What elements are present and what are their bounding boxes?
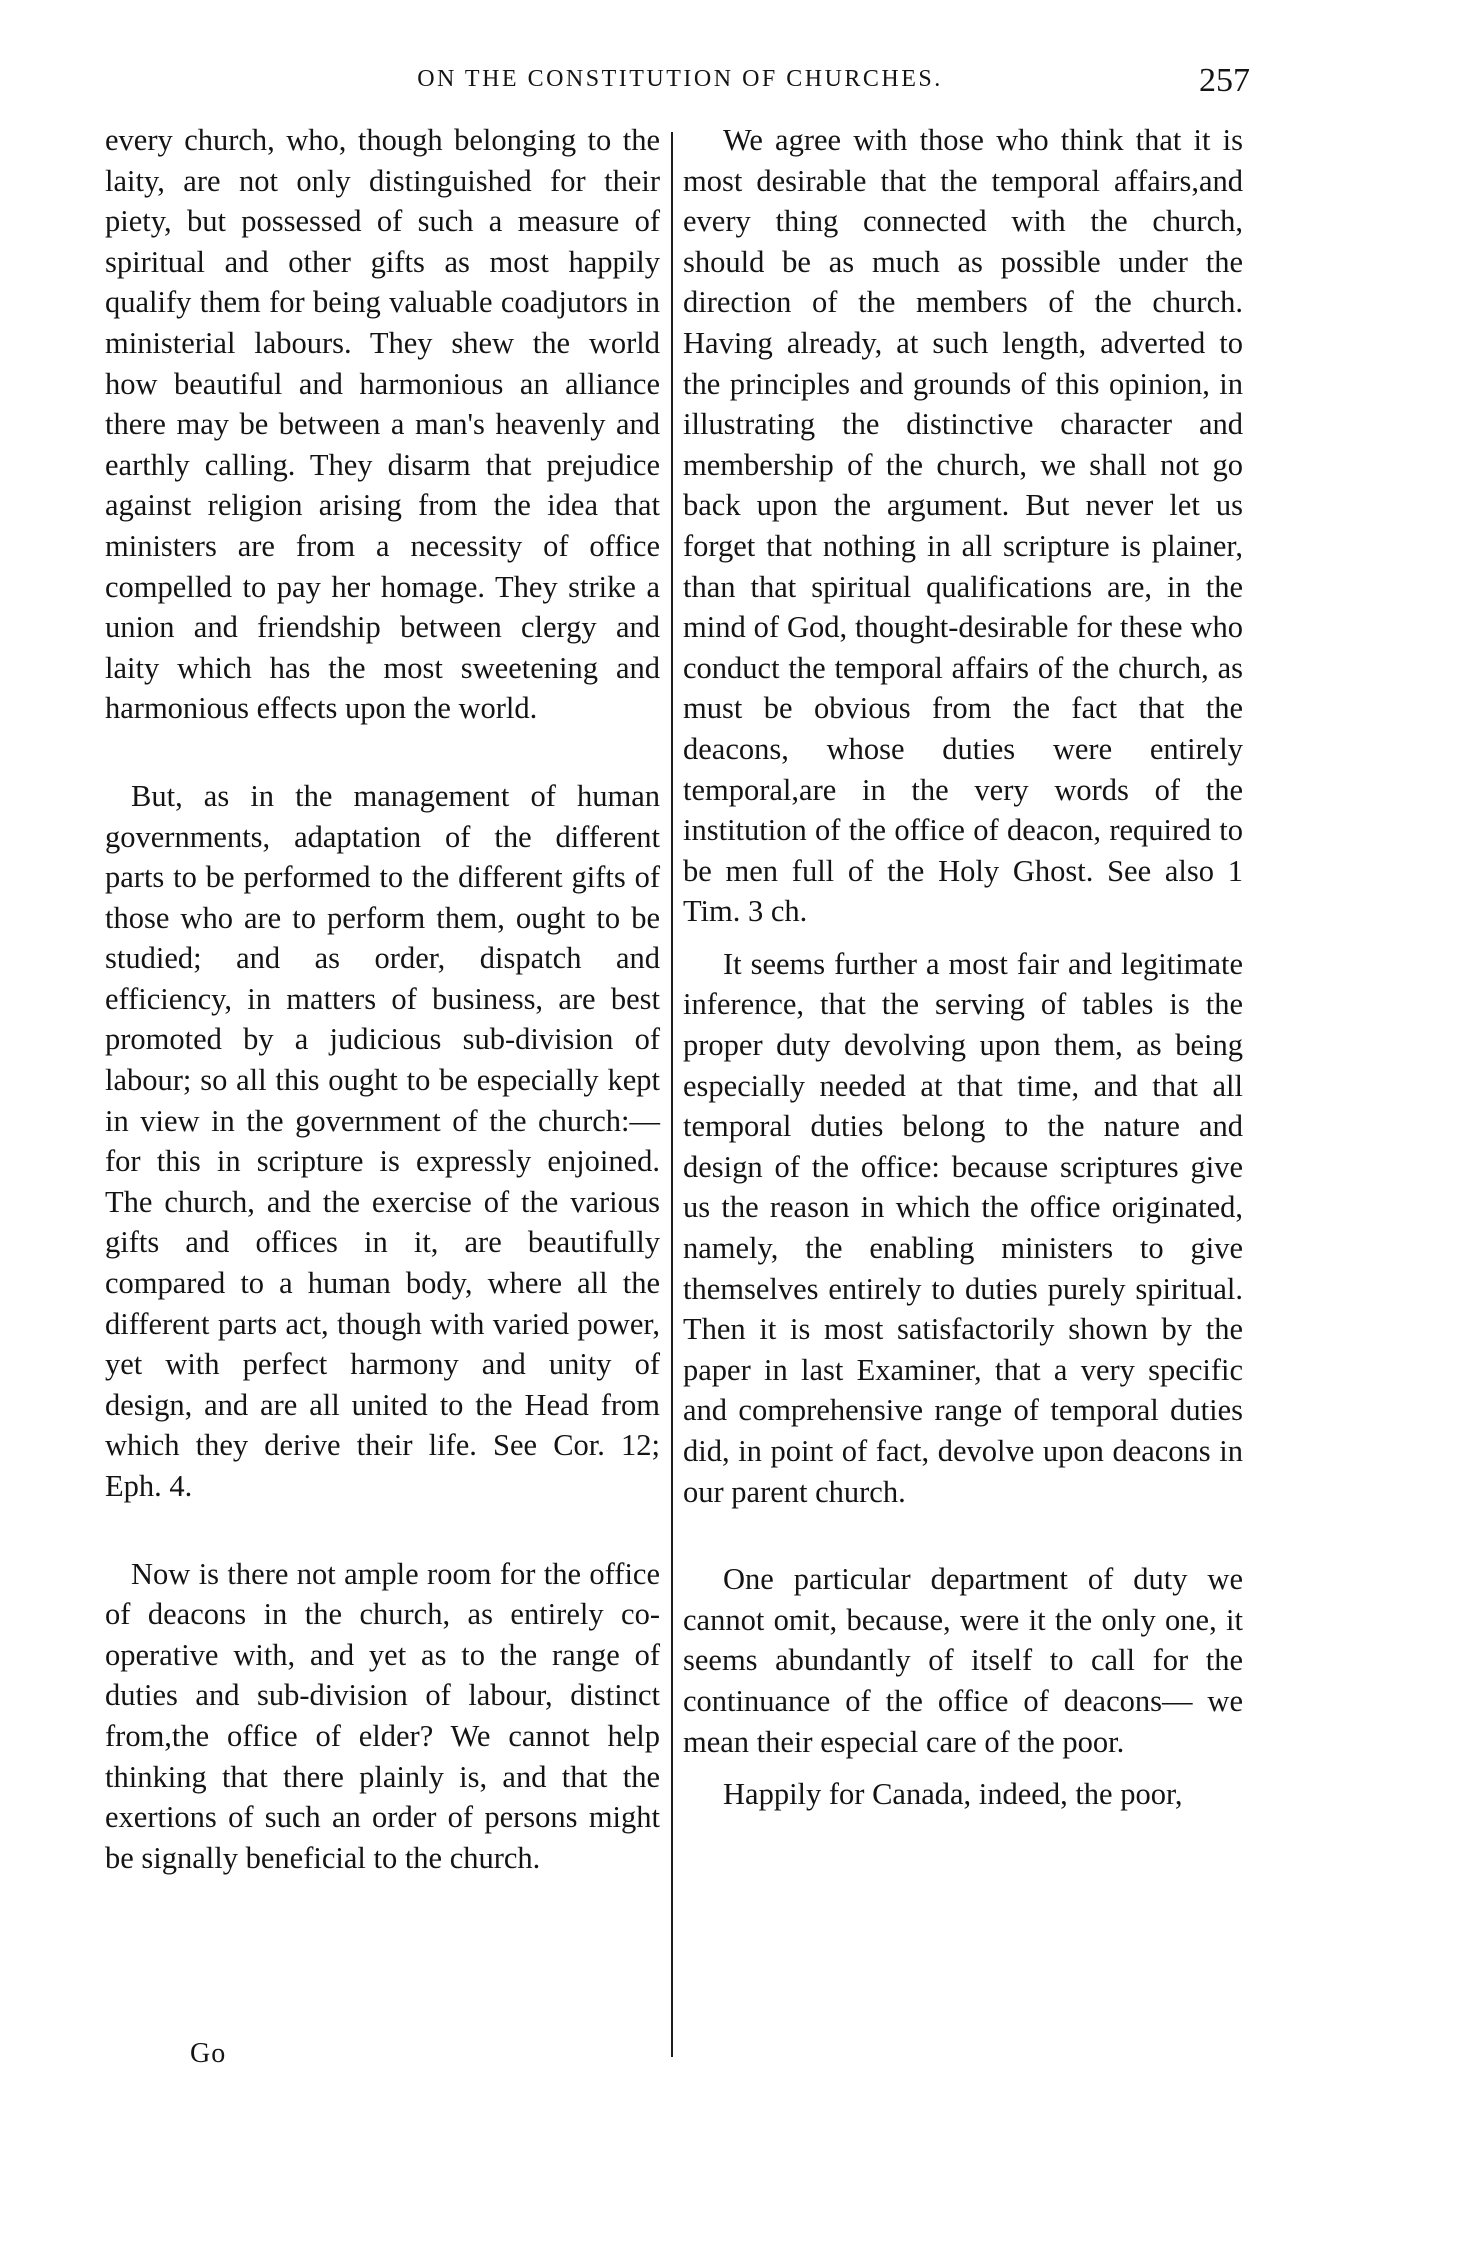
left-paragraph-1: every church, who, though belonging to the laity, are not only distinguished for their piety, but possessed of such a measure of spiritual and other gifts as most happily qualify them for being valuable coadjutors in ministerial labours. They shew the world how beautiful and harmonious an alliance there may be between a man's heavenly and earthly calling. They disarm that prejudice against religion arising from the idea that ministers are from a necessity of office compelled to pay her homage. They strike a union and friendship between clergy and laity which has the most sweetening and harmonious effects upon the world.: [105, 123, 660, 726]
left-column: [105, 120, 660, 1878]
column-divider: [671, 132, 673, 2057]
running-title: ON THE CONSTITUTION OF CHURCHES.: [417, 66, 943, 92]
left-paragraph-3: Now is there not ample room for the office of deacons in the church, as entirely co-operative with, and yet as to the range of duties and sub-division of labour, distinct from,the office of elder? We cannot help thinking that there plainly is, and that the exertions of such an order of persons might be signally beneficial to the church.: [105, 1556, 660, 1875]
page-header: [100, 62, 1250, 106]
left-paragraph-2: But, as in the management of human governments, adaptation of the different parts to be performed to the different gifts of those who are to perform them, ought to be studied; and as order, dispatch and efficiency, in matters of business, are best promoted by a judicious sub-division of labour; so all this ought to be especially kept in view in the government of the church:—for this in scripture is expressly enjoined. The church, and the exercise of the various gifts and offices in it, are beautifully compared to a human body, where all the different parts act, though with varied power, yet with perfect harmony and unity of design, and are all united to the Head from which they derive their life. See Cor. 12; Eph. 4.: [105, 778, 660, 1503]
right-paragraph-1: We agree with those who think that it is most desirable that the temporal affairs,and every thing connected with the church, should be as much as possible under the direction of the members of the church. Having already, at such length, adverted to the principles and grounds of this opinion, in illustrating the distinctive character and membership of the church, we shall not go back upon the argument. But never let us forget that nothing in all scripture is plainer, than that spiritual qualifications are, in the mind of God, thought-desirable for these who conduct the temporal affairs of the church, as must be obvious from the fact that the deacons, whose duties were entirely temporal,are in the very words of the institution of the office of deacon, required to be men full of the Holy Ghost. See also 1 Tim. 3 ch.: [683, 123, 1243, 929]
catchword: Go: [190, 2038, 227, 2069]
page-number: 257: [1199, 62, 1250, 99]
right-paragraph-2: It seems further a most fair and legitimate inference, that the serving of tables is the proper duty devolving upon them, as being especially needed at that time, and that all temporal duties belong to the nature and design of the office: because scriptures give us the reason in which the office originated, namely, the enabling ministers to give themselves entirely to duties purely spiritual. Then it is most satisfactorily shown by the paper in last Examiner, that a very specific and comprehensive range of temporal duties did, in point of fact, devolve upon deacons in our parent church.: [683, 946, 1243, 1509]
right-column: [683, 120, 1243, 1815]
right-paragraph-4: Happily for Canada, indeed, the poor,: [723, 1777, 1183, 1812]
right-paragraph-3: One particular department of duty we cannot omit, because, were it the only one, it seems abundantly of itself to call for the continuance of the office of deacons— we mean their especial care of the poor.: [683, 1562, 1243, 1759]
